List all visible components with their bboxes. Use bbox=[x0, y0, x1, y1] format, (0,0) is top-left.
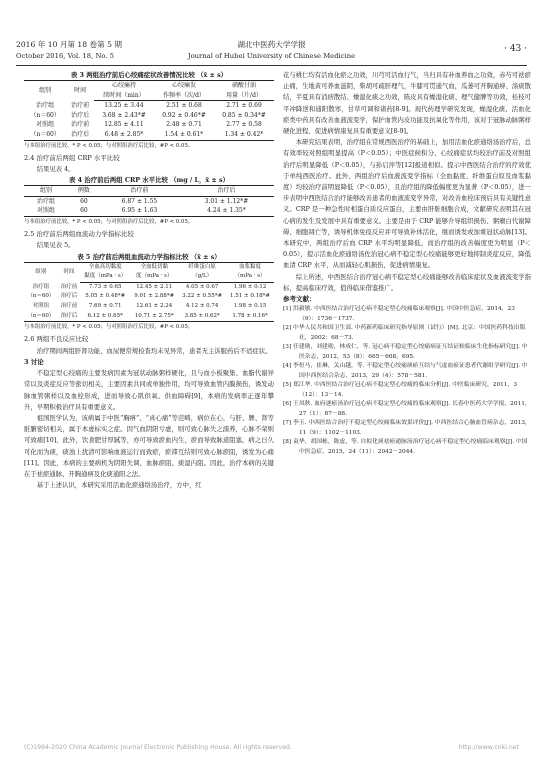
table5 bbox=[24, 262, 274, 323]
table5-head: 纤维蛋白原 bbox=[178, 262, 226, 272]
table-cell: 治疗前 bbox=[60, 283, 78, 290]
table-cell: 1.98 ± 0.15 bbox=[233, 302, 267, 309]
reference-item: [2] 中华人民共和国卫生部. 中药新药临床研究指导原则（试行）[M]. 北京：中国医药科技出版社，2002：68－73. bbox=[283, 325, 526, 341]
reference-item: [3] 任建勋，刘建勋，林成仁，等. 冠心病不稳定型心绞痛病证互结证候临床生化指标研究[J]. 中医杂志，2012，53（8）：665－668，695. bbox=[283, 344, 528, 360]
table-cell: 3.01 ± 1.12*# bbox=[204, 197, 249, 205]
table-cell: 1.51 ± 0.18*# bbox=[230, 293, 271, 300]
table3-head: 作频率（次/d） bbox=[154, 91, 214, 101]
header-rule bbox=[16, 65, 527, 66]
table4-head: 治疗后 bbox=[179, 186, 274, 197]
table4-head: 治疗前 bbox=[100, 186, 179, 197]
table5-head: （mPa · s） bbox=[226, 272, 274, 282]
section-2-6-body: 治疗期间两组肝肾功能、血尿便常规检查均未见异常，患者无主诉服药后不适症状。 bbox=[36, 347, 272, 355]
table-cell: 7.69 ± 0.71 bbox=[88, 302, 122, 309]
table4-header-row bbox=[24, 186, 274, 197]
table-cell: 对照组 bbox=[32, 302, 50, 309]
table-cell: 3.22 ± 0.55*# bbox=[182, 293, 223, 300]
table-cell: 治疗后 bbox=[71, 111, 90, 119]
section-2-4-title: 2.4 治疗前后两组 CRP 水平比较 bbox=[24, 153, 120, 162]
table-cell: 4.24 ± 1.35* bbox=[179, 206, 274, 216]
table-cell: 治疗组 bbox=[36, 101, 55, 109]
discussion-paragraph: 基于上述认识，本研究采用活血化瘀通络汤治疗，方中，红 bbox=[36, 482, 202, 490]
table-cell: 治疗组 bbox=[32, 283, 50, 290]
table4-note: 与本组治疗前比较，* P < 0.05；与对照组治疗后比较，#P < 0.05。 bbox=[24, 218, 194, 225]
right-column bbox=[283, 70, 531, 457]
section-2-4-intro: 结果见表 4。 bbox=[36, 165, 75, 173]
table-cell: 12.85 ± 4.11 bbox=[104, 121, 144, 129]
table3 bbox=[24, 80, 274, 141]
table3-head: 硝酸甘油 bbox=[214, 81, 274, 91]
table-cell: 0.92 ± 0.46*# bbox=[162, 111, 206, 119]
table-cell: 0.85 ± 0.34*# bbox=[222, 111, 266, 119]
table-cell: （n＝60） bbox=[27, 293, 55, 300]
table-cell: 2.48 ± 0.71 bbox=[166, 121, 202, 129]
table5-head: 黏度（mPa · s） bbox=[80, 272, 130, 282]
references-title: 参考文献： bbox=[283, 295, 316, 304]
table5-head: 组别 bbox=[24, 262, 58, 282]
table-cell: （n＝60） bbox=[24, 130, 66, 140]
table3-head: 组别 bbox=[24, 81, 66, 101]
table-cell: 2.77 ± 0.58 bbox=[226, 121, 262, 129]
table-cell: 治疗后 bbox=[60, 293, 78, 300]
table5-caption: 表 5 治疗前后两组血流动力学指标比较 （x̄ ± s） bbox=[77, 252, 221, 261]
table-row bbox=[24, 206, 274, 216]
table-cell: 治疗前 bbox=[71, 121, 90, 129]
table5-head: 全血高切黏度 bbox=[80, 262, 130, 272]
table-cell: 治疗前 bbox=[71, 101, 90, 109]
table-cell: 6.87 ± 1.55 bbox=[121, 197, 158, 205]
table-cell: 1.54 ± 0.61* bbox=[154, 130, 214, 140]
cnki-link[interactable]: http://www.cnki.net bbox=[458, 744, 519, 751]
reference-item: [5] 郑江华. 中西医结合治疗冠心病不稳定型心绞痛的临床分析[J]. 中医临床研究，2011，3（12）：13－14. bbox=[283, 382, 518, 398]
table5-head: 血浆黏度 bbox=[226, 262, 274, 272]
reference-item: [7] 李玉. 中西医结合治疗不稳定型心绞痛临床效果评价[J]. 中西医结合心脑血管病杂志，2013，11（9）：1102－1103. bbox=[283, 420, 531, 436]
table3-note: 与本组治疗前比较，* P < 0.05；与对照组治疗后比较，#P < 0.05。 bbox=[24, 142, 194, 149]
table-cell: 治疗后 bbox=[58, 312, 80, 322]
table5-head: 全血低切黏 bbox=[130, 262, 178, 272]
table3-head: 心绞痛持 bbox=[94, 81, 154, 91]
table-cell: 治疗前 bbox=[60, 302, 78, 309]
table4-head: 例数 bbox=[68, 186, 100, 197]
page-number: · 43 · bbox=[504, 44, 527, 54]
table5-head: 时间 bbox=[58, 262, 80, 282]
table-cell: 6.12 ± 0.65* bbox=[80, 312, 130, 322]
reference-item: [4] 李恒马，崔琳，关山越，等. 不稳定型心绞痛痰瘀互结与气虚血瘀证患者代谢组学研究[J]. 中国中西医结合杂志，2013，29（4）：578－581. bbox=[283, 363, 528, 379]
table-cell: 4.12 ± 0.74 bbox=[185, 302, 219, 309]
reference-item: [6] 王凤秋. 血府逐瘀汤治疗冠心病不稳定型心绞痛的临床观察[J]. 长春中医药大学学报，2011，27（1）：87－88. bbox=[283, 401, 531, 417]
discussion-paragraph: 不稳定型心绞痛的主要发病因素为冠状动脉粥样硬化，且与血小板聚集、血脂代谢异常以及炎症反应等密切相关，主要因素共同或单独作用，均可导致血管内膜损伤，诱发动脉血管粥样以及血栓形成，进而导致心肌供氧、供血障碍[9]，本病的发病率正逐年攀升，早期积极治疗具有重要意义。 bbox=[24, 370, 274, 411]
table5-head: 度（mPa · s） bbox=[130, 272, 178, 282]
table-row bbox=[24, 196, 274, 206]
table3-head: 时间 bbox=[66, 81, 94, 101]
discussion-paragraph: 本研究结果表明，治疗组在常规西医治疗的基础上，加用活血化瘀通络汤治疗后，总有效率较对照组明显提高（P＜0.05）；中医症候积分、心绞痛症状均较治疗前及对照组治疗后明显降低（P＜0.05），与孙启萍等[12]报道相似。提示中西医结合治疗的疗效优于单纯西医治疗。此外，两组治疗后血液流变学指标（全血黏度、纤维蛋白原及血浆黏度）均较治疗前明显降低（P＜0.05），且治疗组的降低幅度更为显著（P＜0.05），进一步表明中西医结合治疗能够改善患者的血液流变学异常，对改善血栓床预后具有关键性意义。CRP 是一种急性时相蛋白质反应蛋白，主要由肝脏细胞合成，文献研究表明其在冠心病的发生及发展中具有重要意义。主要是由于 CRP 能够介导组织损伤、粥瘤白代谢障碍、细胞凋亡等，诱导机体免疫反应并可导致补体活化，继而诱发或加重冠状动脉[13]。本研究中，两组治疗后血 CRP 水平均明显降低，而治疗组的改善幅度更为明显（P＜0.05），提示活血化瘀通络汤佐治冠心病不稳定型心绞痛能够更好地抑制炎症反应，降低血清 CRP 水平，从而减轻心肌损伤，促进病情康复。 bbox=[283, 139, 531, 270]
discussion-paragraph: 祖国医学认为，该病属于中医“胸痹”、“真心痛”等范畴，病位在心，与肝、脾、肾等脏腑密切相关，属于本虚标实之症。因气血阴阳亏虚，则可致心脉失之濡养，心脉不荣则可致痛[10]，此外，饮食肥甘厚腻等，亦可导致瘀血内生，瘀而导致脉道阻塞，病之日久可化而为痰，痰浊上扰清可影响血液运行而致瘀，瘀滞互结则可致心脉瘀阻，诱发为心痛[11]。因此，本病的主要病机为阴阳失调、血脉瘀阻、痰湿内阻。因此，治疗本病的关键在于祛瘀通脉、开胸通痹及化痰通阳之法。 bbox=[24, 414, 274, 478]
table-row bbox=[24, 101, 274, 111]
table3-head: 心绞痛发 bbox=[154, 81, 214, 91]
table-cell: 3.68 ± 2.43*# bbox=[102, 111, 146, 119]
section-2-5-title: 2.5 治疗前后两组血流动力学指标比较 bbox=[24, 229, 134, 238]
reference-item: [1] 洪毅敏. 中西医结合治疗冠心病不稳定型心绞痛临床观察[J]. 中国中医急症，2014，23（9）：1736－1737. bbox=[283, 306, 515, 322]
table-cell: 2.71 ± 0.69 bbox=[226, 102, 262, 110]
table-cell: 3.85 ± 0.62* bbox=[178, 312, 226, 322]
issue-en: October 2016, Vol. 18, No. 5 bbox=[16, 52, 115, 60]
table-cell: 60 bbox=[80, 197, 88, 205]
table4-caption: 表 4 治疗前后两组 CRP 水平比较 （mg / L，x̄ ± s） bbox=[69, 176, 229, 185]
table-cell: 1.96 ± 0.12 bbox=[233, 283, 267, 290]
issue-cn: 2016 年 10 月第 18 卷第 5 期 bbox=[16, 40, 122, 49]
table-cell: 1.78 ± 0.16* bbox=[226, 312, 274, 322]
table4 bbox=[24, 185, 274, 217]
left-column bbox=[24, 70, 274, 491]
copyright-footer bbox=[24, 744, 519, 751]
section-2-5-intro: 结果见表 5。 bbox=[36, 242, 75, 250]
discussion-paragraph: 花与桃仁均有活血化瘀之功效，川芎可活血行气，当归具有补血养血之功效，赤芍可祛瘀止痛，生地黄可养血滋阴，柴胡可疏肝理气，牛膝可贯通气血，瓜蒌可开胸通痹、涤痰散结，半夏具有消痞散结、燥湿化痰之功效，陈皮具有燥湿化痰、理气健脾等功效，桂枝可平冲降逆和通阳散寒，甘草可调和诸药[8-9]。现代药理学研究发现，燥湿化痰、活血化瘀类中药具有改善血液流变学，保护血管内皮功能及抗氧化等作用，该对于冠脉动脉粥样硬化进程、促进病情康复具有重要意义[8-9]。 bbox=[283, 72, 531, 136]
table-cell: 60 bbox=[68, 206, 100, 216]
table-row bbox=[24, 130, 274, 140]
table-cell: 4.05 ± 0.67 bbox=[185, 283, 219, 290]
table-cell: 10.71 ± 2.75* bbox=[130, 312, 178, 322]
conclusion-paragraph: 综上所述，中西医结合治疗冠心病不稳定型心绞痛能够改善临床症状及血液流变学指标，提高临床疗效，值得临床借鉴推广。 bbox=[283, 273, 531, 292]
table-cell: 2.51 ± 0.68 bbox=[166, 102, 202, 110]
running-header bbox=[16, 40, 527, 64]
table3-head: 续时间（min） bbox=[94, 91, 154, 101]
table-cell: 6.95 ± 1.63 bbox=[100, 206, 179, 216]
table-cell: 治疗组 bbox=[36, 197, 55, 205]
table-cell: 1.34 ± 0.42* bbox=[214, 130, 274, 140]
table-cell: （n＝60） bbox=[24, 312, 58, 322]
table-row bbox=[24, 282, 274, 292]
table-row bbox=[24, 111, 274, 121]
reference-item: [8] 袁华，胡国栋，陈虚，等. 自拟化痰祛瘀通脉汤治疗冠心病不稳定型心绞痛临床观察[J]. 中国中医急症，2015，24（11）：2042－2044. bbox=[283, 439, 528, 455]
table3-header-row bbox=[24, 81, 274, 91]
table5-head: （g/L） bbox=[178, 272, 226, 282]
journal-title-en: Journal of Hubei University of Chinese Medicine bbox=[187, 52, 356, 60]
section-3-title: 3 讨论 bbox=[24, 357, 44, 366]
table3-head: 用量（片/d） bbox=[214, 91, 274, 101]
table-cell: 13.25 ± 3.44 bbox=[104, 102, 144, 110]
table-row bbox=[24, 312, 274, 322]
table-row bbox=[24, 120, 274, 130]
table-cell: 对照组 bbox=[36, 121, 55, 129]
reference-list bbox=[283, 305, 531, 457]
table-cell: 治疗后 bbox=[66, 130, 94, 140]
section-2-6-title: 2.6 两组不良反应比较 bbox=[24, 335, 89, 344]
table-row bbox=[24, 292, 274, 302]
table-cell: 7.73 ± 0.65 bbox=[88, 283, 122, 290]
table-row bbox=[24, 302, 274, 312]
table-cell: 12.45 ± 2.11 bbox=[136, 283, 173, 290]
table-cell: 9.01 ± 2.88*# bbox=[134, 293, 175, 300]
copyright-text: (C)1994-2020 China Academic Journal Electronic Publishing House. All rights reserved. bbox=[24, 744, 292, 751]
table-cell: 6.48 ± 2.85* bbox=[94, 130, 154, 140]
table-cell: 12.61 ± 2.24 bbox=[136, 302, 173, 309]
journal-title-cn: 湖北中医药大学学报 bbox=[237, 40, 306, 49]
table4-head: 组别 bbox=[24, 186, 68, 197]
table-cell: 对照组 bbox=[24, 206, 68, 216]
table5-header-row bbox=[24, 262, 274, 272]
table-cell: （n＝60） bbox=[30, 111, 60, 119]
table3-caption: 表 3 两组治疗前后心绞痛症状改善情况比较 （x̄ ± s） bbox=[70, 71, 228, 79]
table5-note: 与本组治疗前比较，* P < 0.05；与对照组治疗后比较，#P < 0.05。 bbox=[24, 324, 194, 331]
table-cell: 5.05 ± 0.48*# bbox=[85, 293, 126, 300]
